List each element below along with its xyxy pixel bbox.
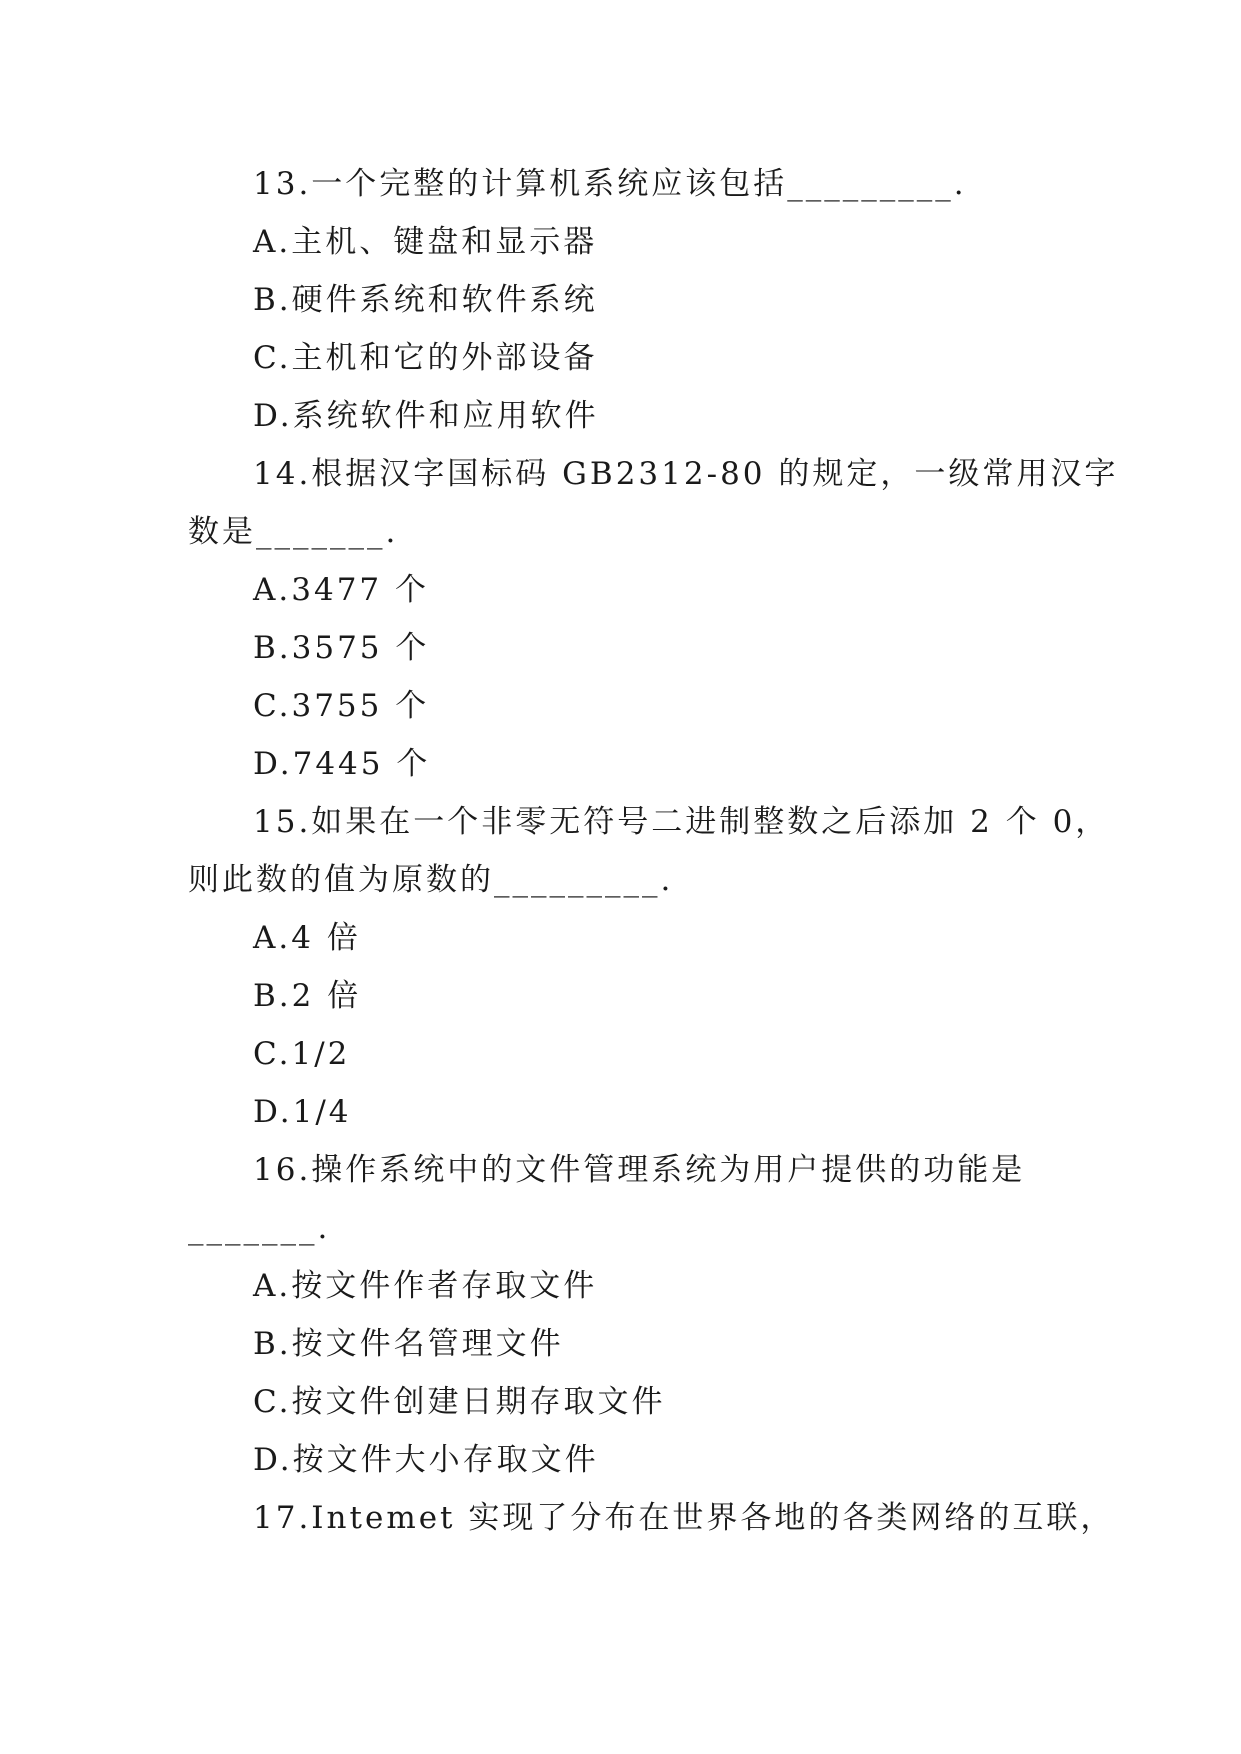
question-15-option-c: C.1/2	[253, 1036, 351, 1072]
question-16-option-a: A.按文件作者存取文件	[253, 1268, 598, 1304]
question-16-option-d: D.按文件大小存取文件	[253, 1442, 599, 1478]
question-13-stem: 13.一个完整的计算机系统应该包括_________.	[253, 166, 967, 202]
question-14-stem-line-1: 14.根据汉字国标码 GB2312-80 的规定，一级常用汉字	[253, 456, 1119, 492]
question-14-option-c: C.3755 个	[253, 688, 430, 724]
question-16-option-c: C.按文件创建日期存取文件	[253, 1384, 666, 1420]
question-13-option-b: B.硬件系统和软件系统	[253, 282, 598, 318]
question-17-stem: 17.Intemet 实现了分布在世界各地的各类网络的互联，	[253, 1500, 1115, 1536]
question-16-stem-line-2: _______.	[188, 1210, 331, 1246]
question-13-option-c: C.主机和它的外部设备	[253, 340, 598, 376]
question-14-option-b: B.3575 个	[253, 630, 430, 666]
question-15-option-d: D.1/4	[253, 1094, 352, 1130]
question-13-option-a: A.主机、键盘和显示器	[253, 224, 598, 260]
question-14-option-a: A.3477 个	[253, 572, 429, 608]
question-15-option-b: B.2 倍	[253, 978, 362, 1014]
question-16-stem-line-1: 16.操作系统中的文件管理系统为用户提供的功能是	[253, 1152, 1026, 1188]
question-15-stem-line-1: 15.如果在一个非零无符号二进制整数之后添加 2 个 0，	[253, 804, 1110, 840]
question-16-option-b: B.按文件名管理文件	[253, 1326, 564, 1362]
question-15-stem-line-2: 则此数的值为原数的_________.	[188, 862, 674, 898]
question-14-stem-line-2: 数是_______.	[188, 514, 399, 550]
question-14-option-d: D.7445 个	[253, 746, 431, 782]
question-13-option-d: D.系统软件和应用软件	[253, 398, 599, 434]
question-15-option-a: A.4 倍	[253, 920, 361, 956]
